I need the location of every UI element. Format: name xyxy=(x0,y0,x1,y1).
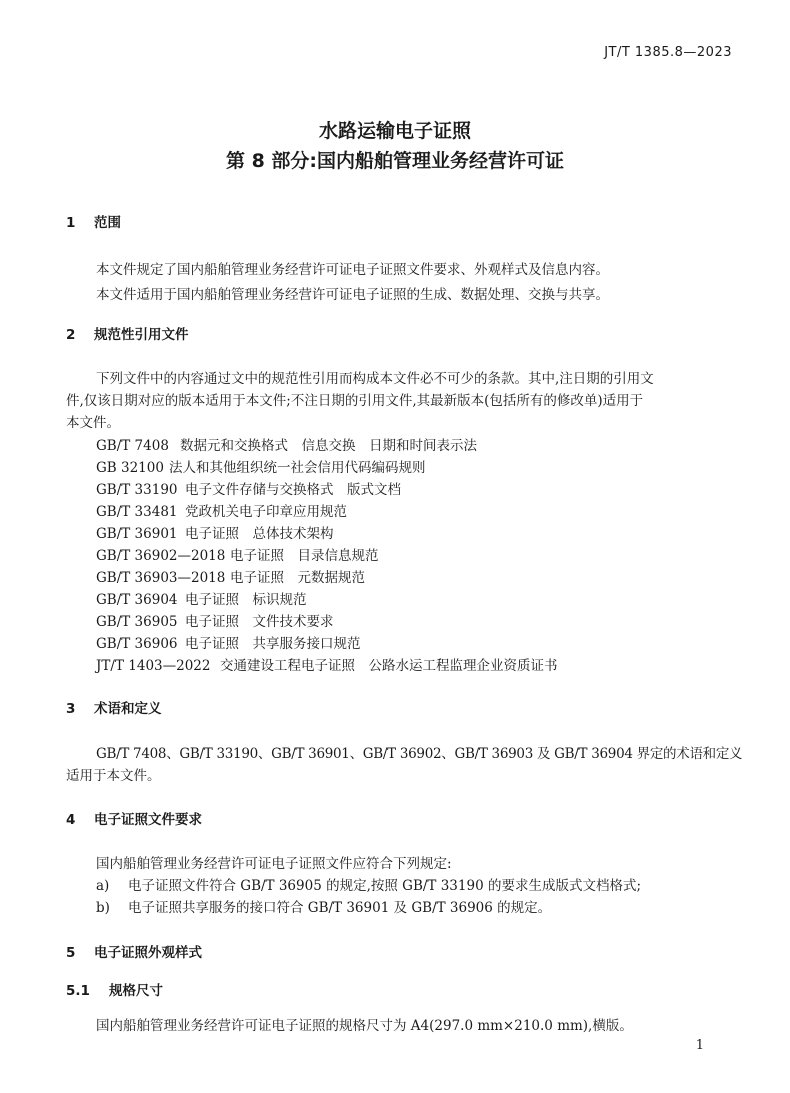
reference-item xyxy=(96,610,334,630)
subsection-number: 5.1 xyxy=(66,983,90,999)
reference-title: 电子证照 元数据规范 xyxy=(230,570,365,586)
reference-code: GB/T 36906 xyxy=(96,636,178,652)
reference-code: GB/T 7408 xyxy=(96,438,169,454)
reference-item xyxy=(96,500,347,520)
reference-code: GB/T 33190 xyxy=(96,482,178,498)
reference-title: 法人和其他组织统一社会信用代码编码规则 xyxy=(169,460,426,476)
reference-title: 党政机关电子印章应用规范 xyxy=(185,504,347,520)
reference-item xyxy=(96,544,379,564)
section-number: 3 xyxy=(66,701,76,717)
section-number: 5 xyxy=(66,945,76,961)
reference-item xyxy=(96,434,477,454)
reference-code: GB/T 36904 xyxy=(96,592,178,608)
standard-code: JT/T 1385.8—2023 xyxy=(604,45,732,60)
reference-item xyxy=(96,522,334,542)
list-item xyxy=(96,874,641,894)
section-number: 4 xyxy=(66,812,76,828)
section-2-heading xyxy=(66,323,189,343)
section-1-heading xyxy=(66,211,121,231)
section-number: 2 xyxy=(66,327,76,343)
section-title: 电子证照文件要求 xyxy=(94,812,202,828)
paragraph-line: GB/T 7408、GB/T 33190、GB/T 36901、GB/T 36902、GB/T 36903 及 GB/T 36904 界定的术语和定义 xyxy=(96,746,743,762)
document-subtitle: 第 8 部分:国内船舶管理业务经营许可证 xyxy=(225,150,565,172)
reference-item xyxy=(96,588,307,608)
list-item xyxy=(96,896,551,916)
reference-item xyxy=(96,632,361,652)
list-marker: b) xyxy=(96,900,110,916)
reference-code: GB/T 36905 xyxy=(96,614,178,630)
reference-title: 电子证照 总体技术架构 xyxy=(185,526,334,542)
reference-title: 电子文件存储与交换格式 版式文档 xyxy=(185,482,401,498)
paragraph-line: 件,仅该日期对应的版本适用于本文件;不注日期的引用文件,其最新版本(包括所有的修改单)适用于 xyxy=(66,393,644,409)
section-number: 1 xyxy=(66,215,76,231)
section-title: 电子证照外观样式 xyxy=(94,945,202,961)
reference-item xyxy=(96,654,558,674)
reference-code: JT/T 1403—2022 xyxy=(96,658,211,674)
paragraph: 国内船舶管理业务经营许可证电子证照文件应符合下列规定: xyxy=(96,856,452,872)
paragraph-line: 适用于本文件。 xyxy=(66,768,161,784)
document-title: 水路运输电子证照 xyxy=(318,120,471,142)
reference-item xyxy=(96,456,426,476)
section-5-heading xyxy=(66,941,202,961)
section-title: 术语和定义 xyxy=(94,701,162,717)
subsection-title: 规格尺寸 xyxy=(109,983,163,999)
subsection-5-1-heading xyxy=(66,979,163,999)
reference-title: 电子证照 目录信息规范 xyxy=(230,548,379,564)
reference-item xyxy=(96,566,365,586)
paragraph: 国内船舶管理业务经营许可证电子证照的规格尺寸为 A4(297.0 mm×210.0 mm),横版。 xyxy=(96,1018,633,1034)
section-3-heading xyxy=(66,697,162,717)
section-title: 范围 xyxy=(94,215,121,231)
reference-code: GB/T 33481 xyxy=(96,504,178,520)
list-text: 电子证照文件符合 GB/T 36905 的规定,按照 GB/T 33190 的要求生成版式文档格式; xyxy=(128,878,641,894)
paragraph-line: 本文件。 xyxy=(66,415,120,431)
paragraph-line: 下列文件中的内容通过文中的规范性引用而构成本文件必不可少的条款。其中,注日期的引用文 xyxy=(96,371,654,387)
list-text: 电子证照共享服务的接口符合 GB/T 36901 及 GB/T 36906 的规定。 xyxy=(128,900,552,916)
reference-code: GB/T 36903—2018 xyxy=(96,570,226,586)
reference-title: 数据元和交换格式 信息交换 日期和时间表示法 xyxy=(180,438,477,454)
list-marker: a) xyxy=(96,878,110,894)
page-number: 1 xyxy=(695,1038,704,1053)
reference-code: GB/T 36902—2018 xyxy=(96,548,226,564)
reference-title: 交通建设工程电子证照 公路水运工程监理企业资质证书 xyxy=(220,658,558,674)
section-4-heading xyxy=(66,808,202,828)
reference-code: GB 32100 xyxy=(96,460,164,476)
reference-code: GB/T 36901 xyxy=(96,526,178,542)
section-title: 规范性引用文件 xyxy=(94,327,189,343)
reference-title: 电子证照 文件技术要求 xyxy=(185,614,334,630)
reference-title: 电子证照 共享服务接口规范 xyxy=(185,636,361,652)
reference-item xyxy=(96,478,401,498)
paragraph: 本文件适用于国内船舶管理业务经营许可证电子证照的生成、数据处理、交换与共享。 xyxy=(96,287,609,303)
paragraph: 本文件规定了国内船舶管理业务经营许可证电子证照文件要求、外观样式及信息内容。 xyxy=(96,262,609,278)
reference-title: 电子证照 标识规范 xyxy=(185,592,307,608)
